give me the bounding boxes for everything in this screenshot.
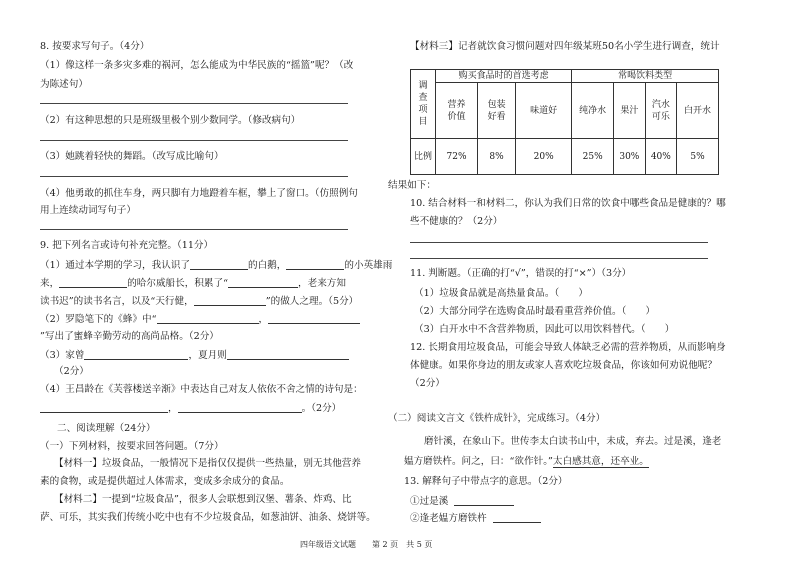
table-cell: 30% <box>614 139 645 175</box>
q9-4-blank-1[interactable] <box>40 402 168 413</box>
q9-1-blank-2[interactable] <box>286 259 344 270</box>
table-cell: 8% <box>478 139 516 175</box>
q9-1-text-b3: ，老来方知 <box>298 278 346 289</box>
q8-3-answer-line[interactable] <box>40 176 348 177</box>
q9-1-text-a3: 的小英雄雨 <box>344 260 393 271</box>
q9-2-line-a: （2）罗隐笔下的《蜂》中“ ， <box>40 313 360 325</box>
q9-3-blank-1[interactable] <box>84 349 188 360</box>
table-row-label: 比例 <box>411 139 436 175</box>
q13-1-line <box>410 495 514 507</box>
classical-text-b1: 媪方磨铁杵。问之，曰：“欲作针。” <box>404 456 553 467</box>
table-header-juice: 果汁 <box>614 83 645 139</box>
q8-2-answer-line[interactable] <box>40 140 348 141</box>
q9-4-line-b <box>40 402 341 414</box>
q13-2-line <box>410 512 541 524</box>
q8-1-line-b: 为陈述句） <box>40 79 88 90</box>
q9-3-blank-2[interactable] <box>227 349 349 360</box>
q10-line-a: 10. 结合材料一和材料二，你认为我们日常的饮食中哪些食品是健康的？哪 <box>410 198 726 209</box>
section-2-title: 二、阅读理解（24分） <box>57 423 156 434</box>
table-cell: 40% <box>645 139 676 175</box>
q9-title: 9. 把下列名言或诗句补充完整。（11分） <box>40 240 214 251</box>
q9-1-line-a <box>40 259 392 271</box>
q8-2: （2）有这种思想的只是班级里极个别少数同学。（修改病句） <box>40 115 301 126</box>
q11-title: 11. 判断题。（正确的打“√”，错误的打“×”）（3分） <box>410 268 632 279</box>
q12-line-a: 12. 长期食用垃圾食品，可能会导致人体缺乏必需的营养物质，从而影响身 <box>410 342 726 353</box>
q9-4-comma: ， <box>168 403 178 414</box>
q11-1[interactable]: （1）垃圾食品就是高热量食品。（ ） <box>414 288 588 299</box>
q9-1-blank-1[interactable] <box>190 259 248 270</box>
q9-1-text-a1: （1）通过本学期的学习，我认识了 <box>40 260 191 271</box>
material-2-line-a: 【材料二】一提到“垃圾食品”，很多人会联想到汉堡、薯条、炸鸡、比 <box>54 494 352 505</box>
q9-1-line-c <box>40 295 358 307</box>
table-header-taste: 味道好 <box>516 83 572 139</box>
q9-3-line <box>40 349 349 361</box>
survey-table <box>410 69 719 175</box>
q13-1-text: ①过是溪 <box>410 496 449 507</box>
q13-title: 13. 解释句子中带点字的意思。（2分） <box>404 476 568 487</box>
q8-3: （3）她跳着轻快的舞蹈。（改写成比喻句） <box>40 151 224 162</box>
q9-3-text-a: （3）家曾 <box>40 350 85 361</box>
q13-2-blank[interactable] <box>493 512 541 523</box>
q9-1-blank-4[interactable] <box>228 277 298 288</box>
table-cell: 5% <box>677 139 719 175</box>
q13-1-blank[interactable] <box>454 495 514 506</box>
q13-2-text: ②逢老媪方磨铁杵 <box>410 513 487 524</box>
q11-3[interactable]: （3）白开水中不含营养物质，因此可以用饮料替代。（ ） <box>414 324 675 335</box>
classical-text-line-b <box>404 456 649 467</box>
page-footer: 四年级语文试题 第 2 页 共 5 页 <box>300 540 433 549</box>
table-row <box>411 139 719 175</box>
table-corner: 调 查 项 目 <box>411 70 436 139</box>
classical-text-underlined: 太白感其意，还卒业。 <box>552 456 649 467</box>
table-header-boiled-water: 白开水 <box>677 83 719 139</box>
q8-4-line-a: （4）他勇敢的抓住车身，两只脚有力地蹬着车框，攀上了窗口。（仿照例句 <box>40 188 358 199</box>
q9-2-blank-2[interactable] <box>268 313 360 324</box>
q8-1-answer-line[interactable] <box>40 103 348 104</box>
q9-1-text-c2: ”的做人之理。（5分） <box>265 296 359 307</box>
table-header-nutrition: 营养 价值 <box>436 83 478 139</box>
subsection-1-title: （一）下列材料，按要求回答问题。（7分） <box>40 441 224 452</box>
table-header-water: 纯净水 <box>572 83 614 139</box>
q9-1-line-b <box>40 277 346 289</box>
table-header-soda: 汽水 可乐 <box>645 83 676 139</box>
q8-4-answer-line[interactable] <box>40 229 348 230</box>
results-label: 结果如下： <box>388 180 436 191</box>
q9-3-text-b: ，夏月则 <box>188 350 227 361</box>
q12-line-c: （2分） <box>410 378 445 389</box>
q11-2[interactable]: （2）大部分同学在选购食品时最看重营养价值。（ ） <box>414 306 656 317</box>
material-1-line-a: 【材料一】垃圾食品，一般情况下是指仅仅提供一些热量，别无其他营养 <box>54 458 361 469</box>
subsection-2-title: （二）阅读文言文《铁杵成针》，完成练习。（4分） <box>388 413 606 424</box>
q9-1-text-b2: 的哈尔威船长，积累了“ <box>127 278 229 289</box>
q9-1-blank-3[interactable] <box>59 277 127 288</box>
q9-4-blank-2[interactable] <box>178 402 302 413</box>
material-3-title: 【材料三】记者就饮食习惯问题对四年级某班50名小学生进行调查，统计 <box>410 41 720 52</box>
material-1-line-b: 素的食物，或是提供超过人体需求，变成多余成分的食品。 <box>40 476 290 487</box>
table-cell: 20% <box>516 139 572 175</box>
q8-title: 8. 按要求写句子。（4分） <box>40 41 150 52</box>
q9-1-text-b1: 来， <box>40 278 60 289</box>
q8-4-line-b: 用上连续动词写句子） <box>40 205 136 216</box>
q9-2-blank-1[interactable] <box>157 313 259 324</box>
q9-1-text-c1: 读书迟”的读书名言，以及“天行健， <box>40 296 194 307</box>
q9-2-text-a1: （2）罗隐笔下的《蜂》中“ <box>40 314 157 325</box>
table-group-header-1: 购买食品时的首选考虑 <box>436 70 572 83</box>
q9-3-points: （2分） <box>54 366 89 377</box>
table-group-header-2: 常喝饮料类型 <box>572 70 719 83</box>
q9-2-line-b: ”写出了蜜蜂辛勤劳动的高尚品格。（2分） <box>40 331 219 342</box>
q10-answer-line-2[interactable] <box>410 258 708 259</box>
q9-4-line-a: （4）王昌龄在《芙蓉楼送辛渐》中表达自己对友人依依不舍之情的诗句是： <box>40 384 363 395</box>
q10-answer-line-1[interactable] <box>410 242 708 243</box>
material-2-line-b: 萨、可乐，其实我们传统小吃中也有不少垃圾食品，如葱油饼、油条、烧饼等。 <box>40 512 376 523</box>
table-cell: 25% <box>572 139 614 175</box>
table-header-packaging: 包装 好看 <box>478 83 516 139</box>
q12-line-b: 体健康。如果你身边的朋友或家人喜欢吃垃圾食品，你该如何劝说他呢？ <box>410 360 717 371</box>
q9-1-blank-5[interactable] <box>194 295 266 306</box>
classical-text-line-a: 磨针溪，在象山下。世传李太白读书山中，未成，弃去。过是溪，逢老 <box>424 436 722 447</box>
q8-1-line-a: （1）像这样一条多灾多难的祸河，怎么能成为中华民族的“摇篮”呢？（改 <box>40 60 354 71</box>
q10-line-b: 些不健康的？（2分） <box>410 216 503 227</box>
table-cell: 72% <box>436 139 478 175</box>
q9-1-text-a2: 的白鹅， <box>248 260 287 271</box>
q9-4-points: 。（2分） <box>301 403 342 414</box>
